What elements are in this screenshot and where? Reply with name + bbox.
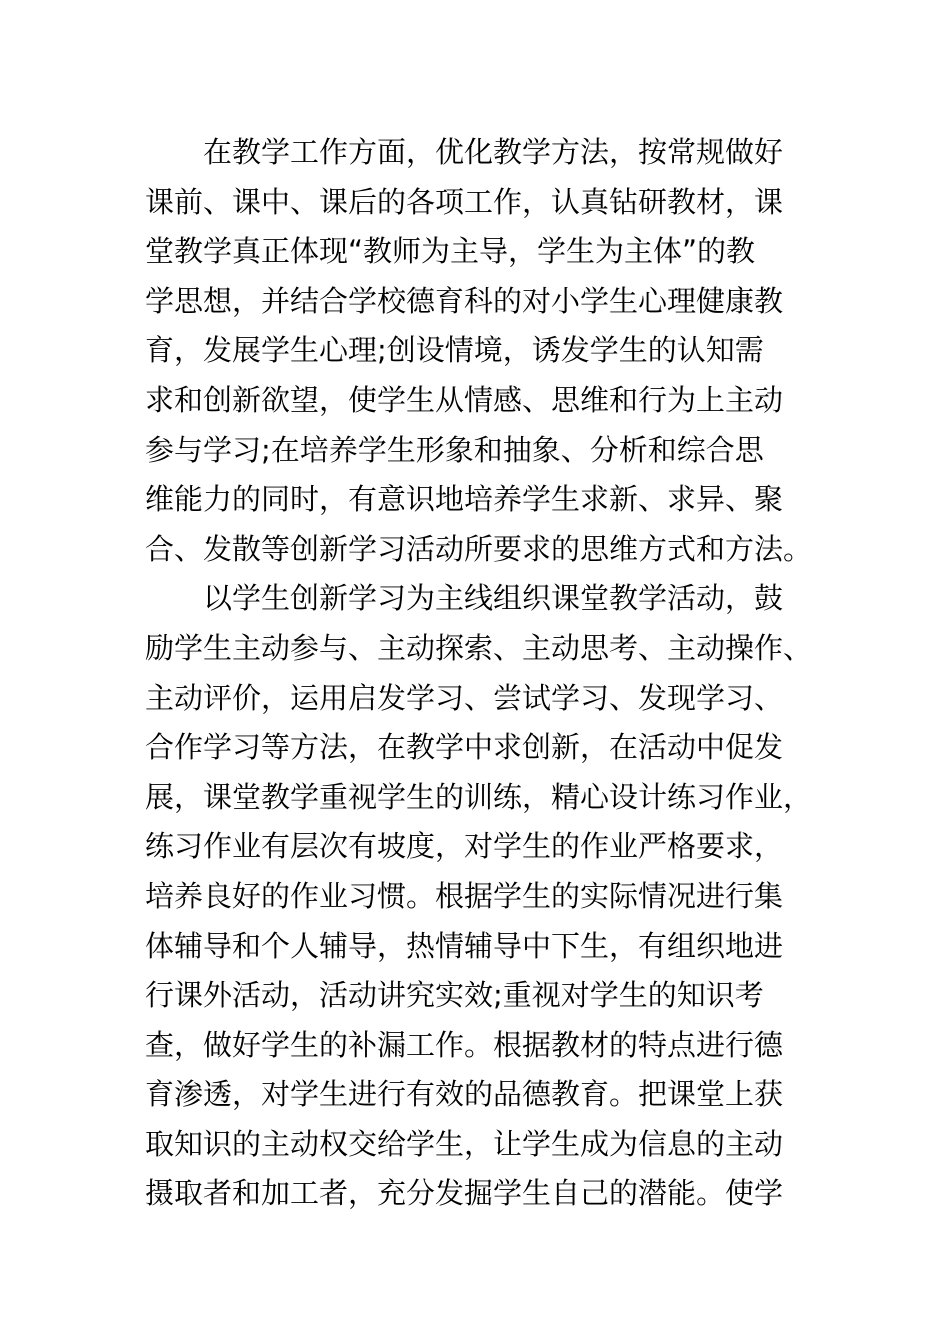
paragraph-1-line: 育，发展学生心理;创设情境，诱发学生的认知需 [145,333,764,368]
paragraph-2-line: 以学生创新学习为主线组织课堂教学活动，鼓 [203,581,784,616]
paragraph-2-line: 励学生主动参与、主动探索、主动思考、主动操作、 [145,630,813,665]
body-text [145,128,813,1219]
paragraph-2-line: 行课外活动，活动讲究实效;重视对学生的知识考 [145,978,764,1013]
paragraph-1-line: 参与学习;在培养学生形象和抽象、分析和综合思 [145,432,764,467]
paragraph-2-line: 摄取者和加工者，充分发掘学生自己的潜能。使学 [145,1176,784,1211]
paragraph-2-line: 展，课堂教学重视学生的训练，精心设计练习作业， [145,779,813,814]
paragraph-1-line: 课前、课中、课后的各项工作，认真钻研教材，课 [145,184,784,219]
paragraph-2-line: 取知识的主动权交给学生，让学生成为信息的主动 [145,1126,784,1161]
paragraph-1-line: 求和创新欲望，使学生从情感、思维和行为上主动 [145,382,784,417]
paragraph-1-line: 学思想，并结合学校德育科的对小学生心理健康教 [145,283,784,318]
paragraph-2-line: 育渗透，对学生进行有效的品德教育。把课堂上获 [145,1077,784,1112]
paragraph-2-line: 培养良好的作业习惯。根据学生的实际情况进行集 [145,878,784,913]
paragraph-1-line: 维能力的同时，有意识地培养学生求新、求异、聚 [145,482,784,517]
paragraph-1-line: 堂教学真正体现“教师为主导，学生为主体”的教 [145,234,756,269]
paragraph-2-line: 体辅导和个人辅导，热情辅导中下生，有组织地进 [145,928,784,963]
paragraph-1-line: 合、发散等创新学习活动所要求的思维方式和方法。 [145,531,813,566]
paragraph-2-line: 合作学习等方法，在教学中求创新，在活动中促发 [145,730,784,765]
paragraph-2-line: 练习作业有层次有坡度，对学生的作业严格要求， [145,829,784,864]
paragraph-2-line: 主动评价，运用启发学习、尝试学习、发现学习、 [145,680,784,715]
paragraph-2-line: 查，做好学生的补漏工作。根据教材的特点进行德 [145,1027,784,1062]
paragraph-1-line: 在教学工作方面，优化教学方法，按常规做好 [203,135,784,169]
